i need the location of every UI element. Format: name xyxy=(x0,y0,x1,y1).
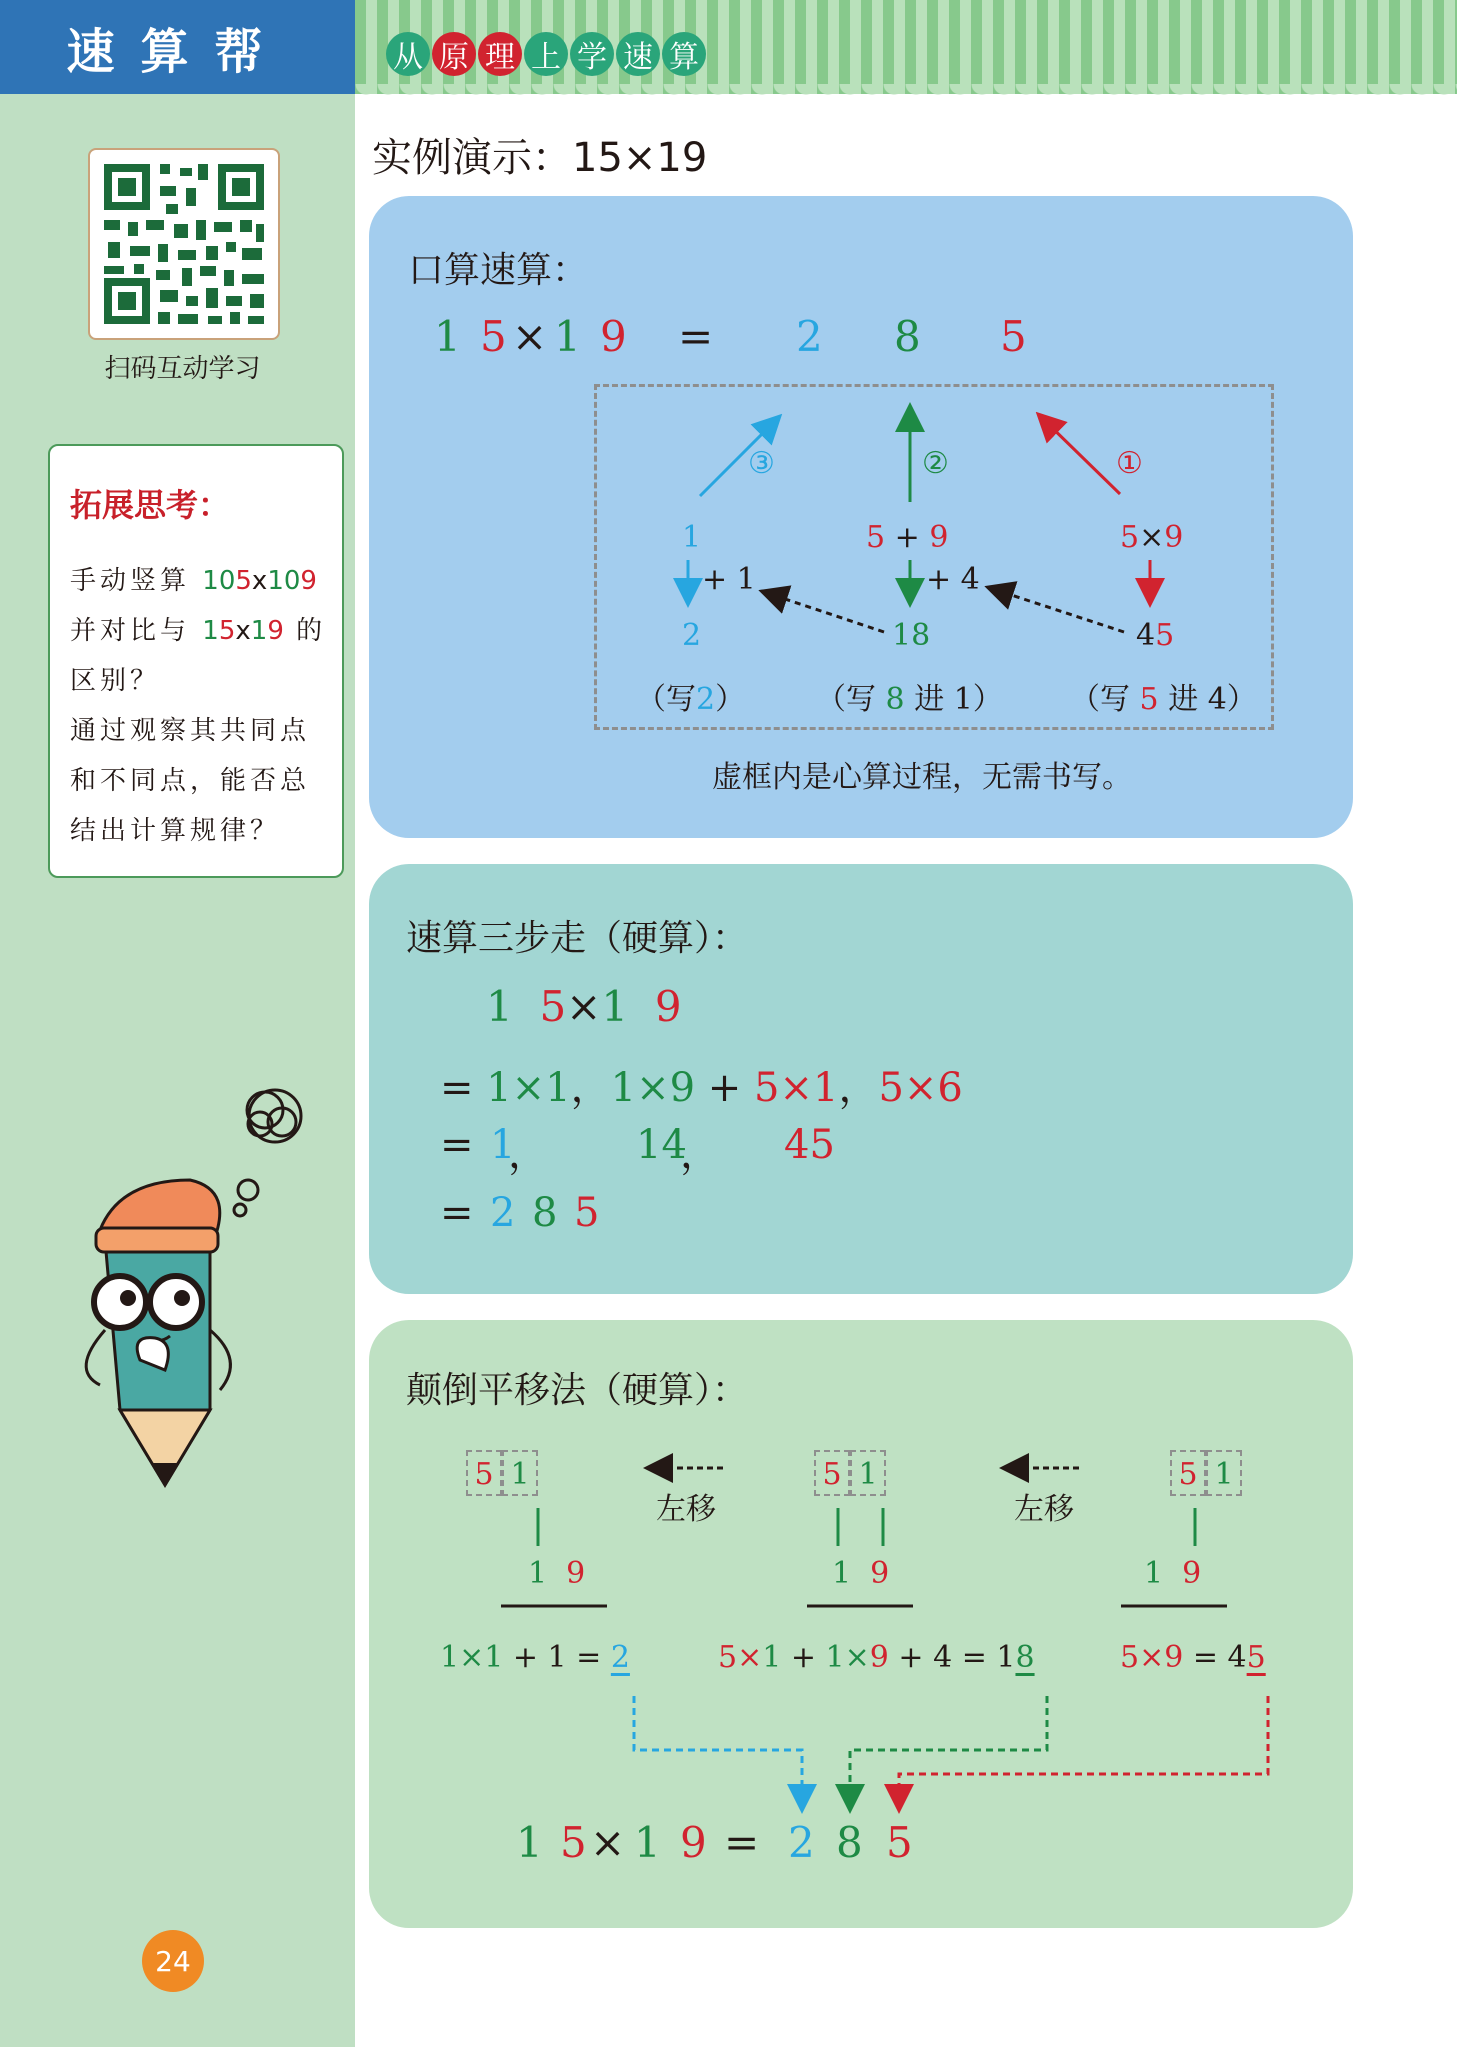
num-row-3: 1 9 xyxy=(1144,1556,1202,1591)
p2-line3: = 1 ， 14 ， 45 xyxy=(440,1122,835,1177)
banner-badge: 算 xyxy=(662,32,706,76)
think-title: 拓展思考： xyxy=(70,486,231,524)
shift-group-3: 5 1 xyxy=(1170,1450,1242,1496)
pencil-mascot-icon xyxy=(60,1080,340,1500)
think-line-1: 手动竖算 105x109 xyxy=(70,566,317,596)
final-equation: 1 5 × 1 9 = 2 8 5 xyxy=(516,1818,913,1867)
panel1-caption: 虚框内是心算过程，无需书写。 xyxy=(712,760,1132,795)
page-number: 24 xyxy=(142,1930,204,1992)
shift-group-2: 5 1 xyxy=(814,1450,886,1496)
banner-badges xyxy=(386,32,706,76)
step2-label: ② xyxy=(922,446,949,481)
shift-label-2: 左移 xyxy=(1014,1492,1074,1527)
col1-top: 1 xyxy=(682,520,702,555)
num-row-1: 1 9 xyxy=(528,1556,586,1591)
shift-label-1: 左移 xyxy=(656,1492,716,1527)
p2-line4: = 2 8 5 xyxy=(440,1190,600,1236)
col2-bottom: 18 xyxy=(892,618,931,653)
think-line-5: 和不同点，能否总 xyxy=(70,766,311,796)
col1-add: + 1 xyxy=(702,562,756,597)
step3-label: ③ xyxy=(748,446,775,481)
qr-code[interactable] xyxy=(88,148,280,340)
formula-1: 1×1 + 1 = 2 xyxy=(440,1640,630,1675)
panel2-title: 速算三步走（硬算）： xyxy=(406,918,749,959)
step1-label: ① xyxy=(1116,446,1143,481)
brand-title: 速算帮 xyxy=(0,0,355,94)
think-line-3: 区别？ xyxy=(70,666,161,696)
qr-code-icon xyxy=(90,150,278,338)
panel1-title: 口算速算： xyxy=(408,250,589,291)
banner-badge: 从 xyxy=(386,32,430,76)
banner-badge: 上 xyxy=(524,32,568,76)
note-3: （写 5 进 4） xyxy=(1070,682,1257,717)
col2-top: 5 + 9 xyxy=(866,520,949,555)
banner-badge: 原 xyxy=(432,32,476,76)
shift-group-1: 5 1 xyxy=(466,1450,538,1496)
arrow-step1 xyxy=(1040,416,1120,494)
note-1: （写2） xyxy=(636,682,746,717)
panel3-title: 颠倒平移法（硬算）： xyxy=(406,1370,749,1411)
banner-badge: 学 xyxy=(570,32,614,76)
col3-bottom: 45 xyxy=(1136,618,1175,653)
banner-badge: 理 xyxy=(478,32,522,76)
header-scallop xyxy=(355,84,1457,106)
banner-badge: 速 xyxy=(616,32,660,76)
p2-line1: 1 5×1 9 xyxy=(486,982,682,1031)
p2-line2: = 1×1，1×9 + 5×1，5×6 xyxy=(440,1065,963,1111)
qr-caption: 扫码互动学习 xyxy=(104,354,261,384)
example-heading: 实例演示：15×19 xyxy=(372,135,708,181)
think-line-2: 并对比与 15x19 的 xyxy=(70,616,327,646)
think-line-6: 结出计算规律？ xyxy=(70,816,281,846)
note-2: （写 8 进 1） xyxy=(816,682,1003,717)
num-row-2: 1 9 xyxy=(832,1556,890,1591)
think-body xyxy=(70,556,336,856)
col1-bottom: 2 xyxy=(682,618,702,653)
col2-add: + 4 xyxy=(926,562,980,597)
formula-3: 5×9 = 45 xyxy=(1120,1640,1266,1675)
formula-2: 5×1 + 1×9 + 4 = 18 xyxy=(718,1640,1035,1675)
think-line-4: 通过观察其共同点 xyxy=(70,716,311,746)
col3-top: 5×9 xyxy=(1120,520,1184,555)
